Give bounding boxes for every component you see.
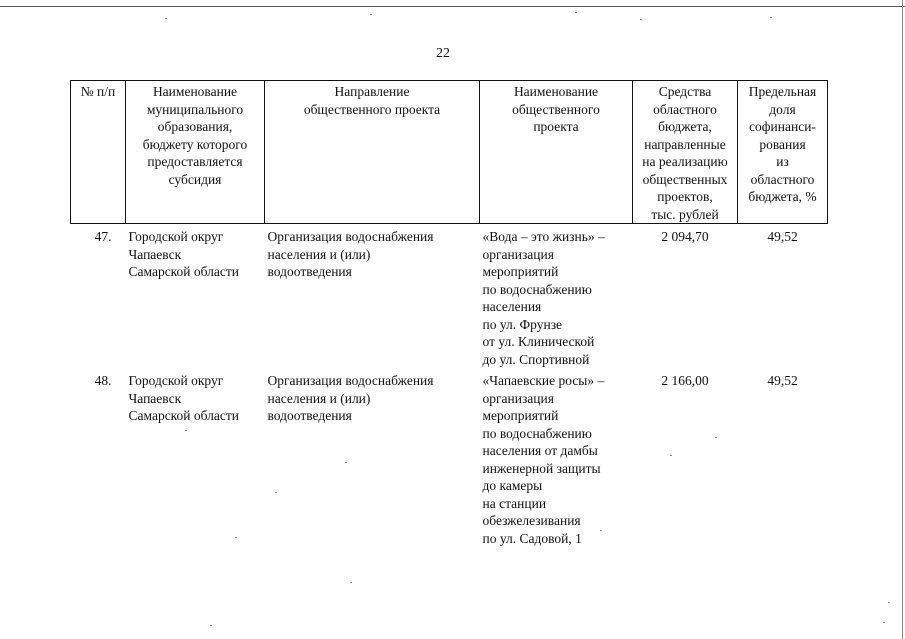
row-municipality: Городской округ Чапаевск Самарской области	[128, 229, 240, 279]
row-funds: 2 094,70	[661, 229, 709, 244]
header-direction: Направление общественного проекта	[265, 81, 480, 224]
row-direction: Организация водоснабжения населения и (или) водоотведения	[267, 229, 434, 279]
row-share: 49,52	[767, 229, 798, 244]
header-funds: Средства областного бюджета, направленные на реализацию общественных проектов, тыс. рублей	[633, 81, 738, 224]
table-row	[71, 224, 828, 369]
row-direction: Организация водоснабжения населения и (или) водоотведения	[267, 373, 434, 423]
header-project: Наименование общественного проекта	[480, 81, 633, 224]
header-share: Предельная доля софинанси- рования из областного бюджета, %	[738, 81, 828, 224]
table-header-row	[71, 81, 828, 224]
header-number: № п/п	[71, 81, 126, 224]
scan-edge-top	[0, 0, 905, 7]
row-share: 49,52	[767, 373, 798, 388]
table-row	[71, 368, 828, 547]
row-project: «Чапаевские росы» – организация мероприятий по водоснабжению населения от дамбы инженерной защиты до камеры на станции обезжелезивания по ул. Садовой, 1	[482, 373, 605, 546]
row-funds: 2 166,00	[661, 373, 709, 388]
row-municipality: Городской округ Чапаевск Самарской области	[128, 373, 240, 423]
row-number: 48.	[94, 373, 112, 388]
scan-edge-right	[902, 0, 903, 639]
subsidy-table	[70, 80, 828, 547]
header-municipality: Наименование муниципального образования, бюджету которого предоставляется субсидия	[126, 81, 265, 224]
row-project: «Вода – это жизнь» – организация мероприятий по водоснабжению населения по ул. Фрунзе от ул. Клинической до ул. Спортивной	[482, 229, 605, 367]
page-number: 22	[436, 46, 450, 61]
row-number: 47.	[94, 229, 112, 244]
